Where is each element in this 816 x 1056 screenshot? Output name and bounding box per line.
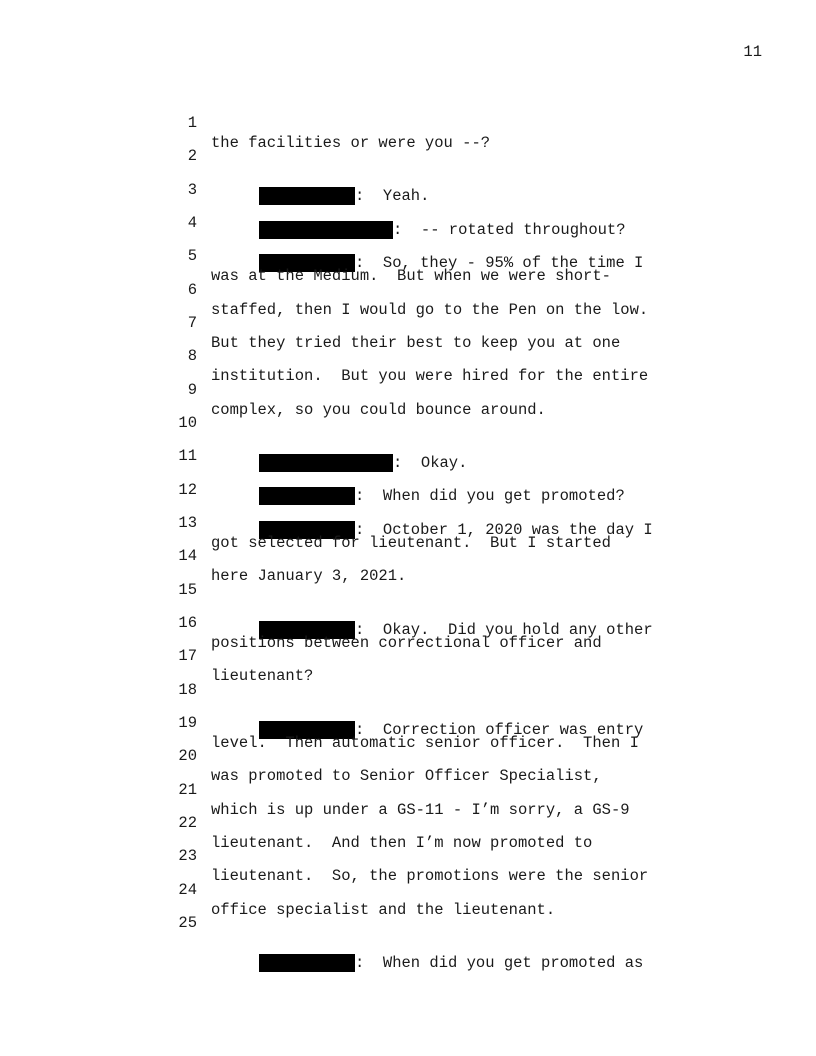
line-number: 25 (178, 914, 197, 932)
line-number: 5 (187, 247, 197, 265)
line-number: 13 (178, 514, 197, 532)
line-text: positions between correctional officer and (211, 634, 602, 652)
transcript-line (0, 626, 314, 685)
line-text: : When did you get promoted? (355, 487, 625, 505)
line-number: 17 (178, 647, 197, 665)
line-number: 20 (178, 747, 197, 765)
speaker-turn (259, 220, 626, 240)
line-number: 1 (187, 114, 197, 132)
line-number: 7 (187, 314, 197, 332)
line-number: 24 (178, 881, 197, 899)
line-number: 14 (178, 547, 197, 565)
line-number: 2 (187, 147, 197, 165)
line-number: 12 (178, 481, 197, 499)
speaker-turn (259, 953, 643, 973)
line-text: the facilities or were you --? (211, 134, 491, 152)
line-text: got selected for lieutenant. But I started (211, 534, 611, 552)
line-number: 8 (187, 347, 197, 365)
line-text: lieutenant. And then I’m now promoted to (211, 834, 593, 852)
redaction-bar (259, 187, 355, 205)
line-text: : Correction officer was entry (355, 721, 644, 739)
line-number: 3 (187, 181, 197, 199)
line-text: which is up under a GS-11 - I’m sorry, a GS-9 (211, 801, 630, 819)
line-number: 16 (178, 614, 197, 632)
line-number: 11 (178, 447, 197, 465)
line-number: 10 (178, 414, 197, 432)
page-number: 11 (743, 43, 762, 61)
line-text: : Okay. Did you hold any other (355, 621, 653, 639)
line-text: was at the Medium. But when we were short- (211, 267, 611, 285)
line-text: : So, they - 95% of the time I (355, 254, 644, 272)
line-text: : October 1, 2020 was the day I (355, 521, 653, 539)
speaker-turn (259, 453, 467, 473)
line-text: office specialist and the lieutenant. (211, 901, 556, 919)
line-text: But they tried their best to keep you at one (211, 334, 621, 352)
line-text: institution. But you were hired for the entire (211, 367, 649, 385)
line-text: : Okay. (393, 454, 468, 472)
line-text: : Yeah. (355, 187, 430, 205)
line-text: : When did you get promoted as (355, 954, 644, 972)
line-number: 4 (187, 214, 197, 232)
redaction-bar (259, 454, 393, 472)
line-text: : -- rotated throughout? (393, 221, 626, 239)
line-text: staffed, then I would go to the Pen on the low. (211, 301, 649, 319)
line-number: 6 (187, 281, 197, 299)
speaker-turn (259, 186, 429, 206)
line-text: lieutenant? (211, 667, 314, 685)
line-number: 21 (178, 781, 197, 799)
transcript-line (0, 93, 491, 152)
line-number: 18 (178, 681, 197, 699)
redaction-bar (259, 487, 355, 505)
line-number: 15 (178, 581, 197, 599)
line-text: was promoted to Senior Officer Specialist, (211, 767, 602, 785)
line-text: complex, so you could bounce around. (211, 401, 546, 419)
redaction-bar (259, 954, 355, 972)
line-text: here January 3, 2021. (211, 567, 407, 585)
redaction-bar (259, 221, 393, 239)
line-number: 23 (178, 847, 197, 865)
line-number: 22 (178, 814, 197, 832)
line-number: 19 (178, 714, 197, 732)
speaker-turn (259, 486, 625, 506)
transcript-line (0, 526, 407, 585)
line-text: level. Then automatic senior officer. Then I (211, 734, 639, 752)
line-text: lieutenant. So, the promotions were the senior (211, 867, 649, 885)
line-number: 9 (187, 381, 197, 399)
